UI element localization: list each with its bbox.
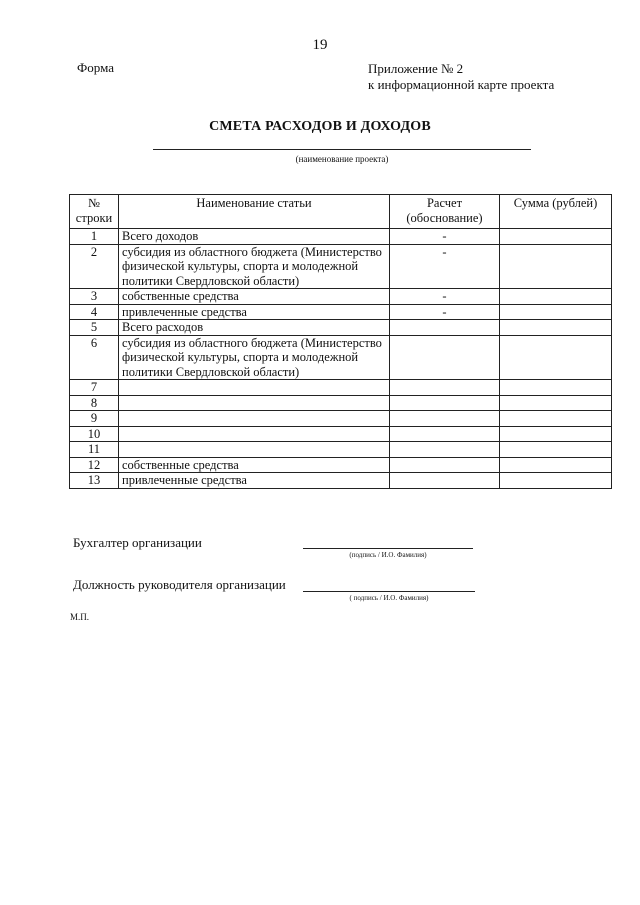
header-row-number-line-1: № (88, 196, 100, 210)
row-item-name: собственные средства (119, 289, 390, 305)
row-calculation (390, 380, 500, 396)
seal-place-label: М.П. (70, 612, 90, 622)
row-sum (500, 411, 612, 427)
form-label: Форма (77, 60, 114, 75)
row-number: 4 (70, 304, 119, 320)
row-sum (500, 473, 612, 489)
appendix-line-2: к информационной карте проекта (368, 77, 555, 92)
row-sum (500, 457, 612, 473)
table-header-row (70, 195, 612, 229)
row-item-name (119, 380, 390, 396)
table-row (70, 426, 612, 442)
table-row (70, 380, 612, 396)
table-row (70, 395, 612, 411)
table-row (70, 320, 612, 336)
head-signature-line (303, 591, 475, 592)
row-calculation (390, 395, 500, 411)
row-sum (500, 244, 612, 289)
accountant-signature-line (303, 548, 473, 549)
table-row (70, 304, 612, 320)
row-sum (500, 304, 612, 320)
row-sum (500, 229, 612, 245)
accountant-signature-caption: (подпись / И.О. Фамилия) (349, 551, 427, 559)
row-number: 1 (70, 229, 119, 245)
estimate-table (69, 194, 612, 489)
row-number: 5 (70, 320, 119, 336)
row-sum (500, 426, 612, 442)
row-calculation: - (390, 229, 500, 245)
table-row (70, 473, 612, 489)
row-number: 10 (70, 426, 119, 442)
table-row (70, 229, 612, 245)
row-number: 12 (70, 457, 119, 473)
page-number: 19 (312, 37, 328, 53)
row-sum (500, 335, 612, 380)
appendix-note (368, 61, 554, 93)
row-item-name (119, 411, 390, 427)
row-item-name (119, 395, 390, 411)
header-calculation-line-2: (обоснование) (406, 210, 483, 225)
project-name-caption: (наименование проекта) (295, 154, 389, 164)
document-title: СМЕТА РАСХОДОВ И ДОХОДОВ (209, 119, 431, 134)
project-name-line (153, 149, 531, 150)
row-item-name: собственные средства (119, 457, 390, 473)
row-item-name: Всего доходов (119, 229, 390, 245)
row-calculation: - (390, 244, 500, 289)
row-calculation (390, 442, 500, 458)
accountant-label: Бухгалтер организации (73, 535, 202, 550)
row-item-name: привлеченные средства (119, 473, 390, 489)
row-item-name (119, 426, 390, 442)
row-number: 9 (70, 411, 119, 427)
header-calculation (390, 195, 500, 229)
header-calculation-line-1: Расчет (426, 196, 463, 210)
row-sum (500, 442, 612, 458)
row-item-name: субсидия из областного бюджета (Министерство физической культуры, спорта и молодежной политики Свердловской области) (119, 244, 390, 289)
table-row (70, 411, 612, 427)
row-calculation: - (390, 289, 500, 305)
row-calculation (390, 457, 500, 473)
row-sum (500, 320, 612, 336)
head-position-label: Должность руководителя организации (73, 577, 286, 592)
row-calculation (390, 320, 500, 336)
row-item-name (119, 442, 390, 458)
row-item-name: Всего расходов (119, 320, 390, 336)
table-row (70, 244, 612, 289)
row-number: 8 (70, 395, 119, 411)
row-calculation (390, 473, 500, 489)
row-sum (500, 395, 612, 411)
header-sum: Сумма (рублей) (500, 195, 612, 229)
row-sum (500, 289, 612, 305)
header-row-number-line-2: строки (75, 210, 113, 225)
row-item-name: привлеченные средства (119, 304, 390, 320)
table-row (70, 442, 612, 458)
table-row (70, 335, 612, 380)
row-number: 7 (70, 380, 119, 396)
table-row (70, 457, 612, 473)
row-calculation (390, 411, 500, 427)
row-number: 2 (70, 244, 119, 289)
table-row (70, 289, 612, 305)
row-number: 13 (70, 473, 119, 489)
row-number: 11 (70, 442, 119, 458)
row-number: 3 (70, 289, 119, 305)
head-signature-caption: ( подпись / И.О. Фамилия) (349, 594, 429, 602)
row-calculation (390, 426, 500, 442)
header-row-number (70, 195, 119, 229)
row-number: 6 (70, 335, 119, 380)
header-item-name: Наименование статьи (119, 195, 390, 229)
row-calculation (390, 335, 500, 380)
row-item-name: субсидия из областного бюджета (Министерство физической культуры, спорта и молодежной политики Свердловской области) (119, 335, 390, 380)
row-calculation: - (390, 304, 500, 320)
appendix-line-1: Приложение № 2 (368, 61, 464, 76)
row-sum (500, 380, 612, 396)
